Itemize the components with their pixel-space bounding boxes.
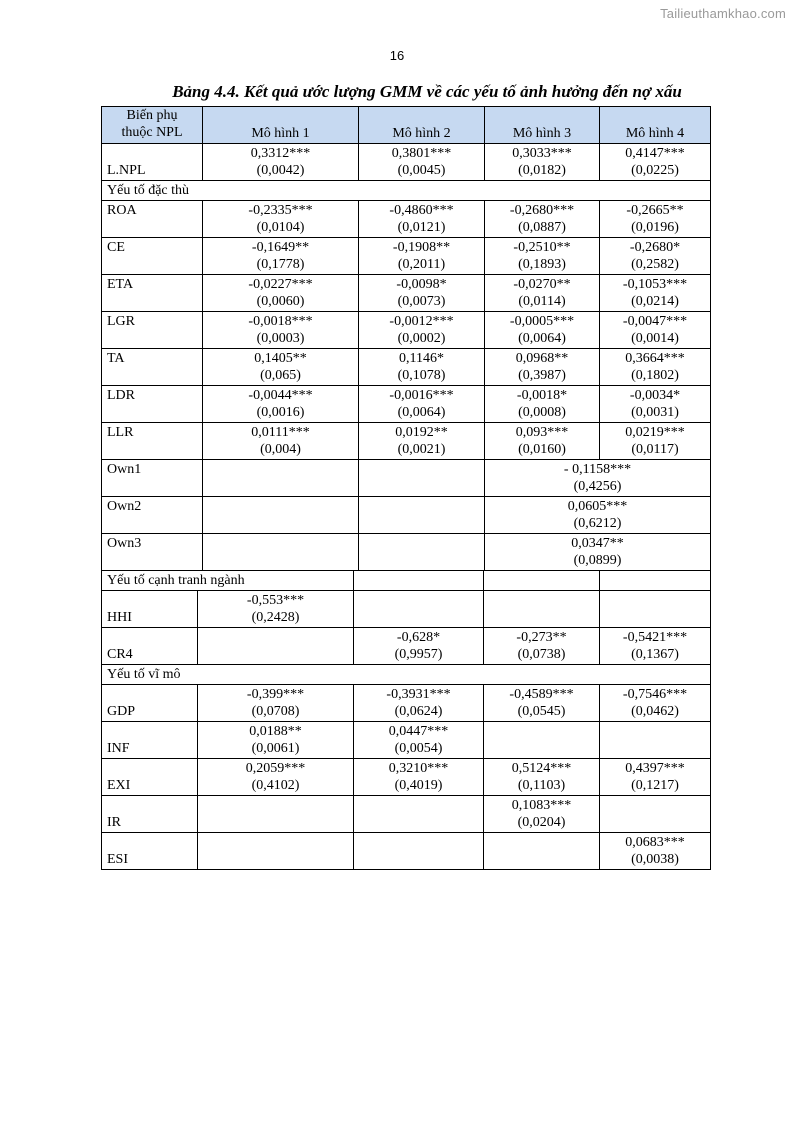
row-label-cell — [101, 459, 202, 496]
section-competition-row — [101, 570, 711, 590]
value-cell — [197, 758, 353, 795]
row-label-cell — [101, 721, 197, 758]
standard-error: (0,0182) — [518, 163, 566, 178]
coefficient: -0,4589*** — [509, 687, 574, 702]
row-label-cell — [101, 237, 202, 274]
standard-error: (0,0117) — [631, 442, 679, 457]
section-label: Yếu tố đặc thù — [107, 183, 190, 198]
value-cell — [353, 832, 483, 869]
row-label-cell — [101, 348, 202, 385]
coefficient: 0,0192** — [395, 425, 448, 440]
standard-error: (0,4019) — [394, 778, 443, 793]
standard-error: (0,0160) — [518, 442, 566, 457]
empty-cell — [358, 459, 484, 496]
value-cell — [197, 795, 353, 832]
specific-row — [101, 274, 711, 311]
coefficient: -0,2510** — [513, 240, 571, 255]
merged-value-cell — [484, 496, 711, 533]
row-label-cell — [101, 422, 202, 459]
coefficient: 0,1083*** — [511, 798, 572, 813]
row-label-cell — [101, 832, 197, 869]
specific-row — [101, 311, 711, 348]
standard-error: (0,0196) — [631, 220, 679, 235]
row-label: IR — [107, 815, 121, 830]
ownership-row — [101, 533, 711, 570]
coefficient: 0,0968** — [515, 351, 569, 366]
standard-error: (0,0002) — [397, 331, 446, 346]
value-cell — [599, 348, 711, 385]
value-cell — [599, 721, 711, 758]
coefficient: 0,0683*** — [625, 835, 685, 850]
standard-error: (0,3987) — [518, 368, 566, 383]
section-label: Yếu tố vĩ mô — [107, 667, 181, 682]
row-label-cell — [101, 795, 197, 832]
row-label: ESI — [107, 852, 128, 867]
standard-error: (0,0054) — [394, 741, 443, 756]
standard-error: (0,0014) — [631, 331, 679, 346]
coefficient: -0,4860*** — [389, 203, 454, 218]
coefficient: 0,2059*** — [245, 761, 306, 776]
row-label-cell — [101, 274, 202, 311]
row-label: LLR — [107, 425, 134, 440]
standard-error: (0,1367) — [631, 647, 679, 662]
value-cell — [483, 627, 599, 664]
row-label: ETA — [107, 277, 134, 292]
value-cell — [484, 348, 599, 385]
empty-cell — [358, 496, 484, 533]
coefficient: -0,273** — [516, 630, 567, 645]
merged-value-cell — [484, 459, 711, 496]
standard-error: (0,0204) — [517, 815, 566, 830]
specific-row — [101, 422, 711, 459]
standard-error: (0,0042) — [256, 163, 305, 178]
value-cell — [599, 590, 711, 627]
standard-error: (0,0031) — [631, 405, 679, 420]
coefficient: -0,3931*** — [386, 687, 451, 702]
standard-error: (0,6212) — [573, 516, 622, 531]
watermark: Tailieuthamkhao.com — [660, 6, 786, 21]
value-cell — [483, 684, 599, 721]
standard-error: (0,2582) — [631, 257, 679, 272]
coefficient: -0,0018* — [516, 388, 568, 403]
standard-error: (0,9957) — [394, 647, 443, 662]
specific-row — [101, 348, 711, 385]
coefficient: 0,0447*** — [388, 724, 449, 739]
coefficient: -0,2680* — [629, 240, 681, 255]
row-label: LGR — [107, 314, 135, 329]
section-specific-row — [101, 180, 711, 200]
value-cell — [599, 422, 711, 459]
section-cell — [101, 570, 353, 590]
value-cell — [358, 385, 484, 422]
coefficient: -0,0034* — [629, 388, 681, 403]
coefficient: -0,0018*** — [248, 314, 313, 329]
value-cell — [599, 684, 711, 721]
standard-error: (0,0060) — [256, 294, 305, 309]
row-label-cell — [101, 590, 197, 627]
value-cell — [483, 590, 599, 627]
value-cell — [353, 758, 483, 795]
row-label: INF — [107, 741, 130, 756]
coefficient: 0,0605*** — [567, 499, 628, 514]
standard-error: (0,0038) — [631, 852, 679, 867]
value-cell — [353, 721, 483, 758]
value-cell — [358, 200, 484, 237]
coefficient: 0,0347** — [571, 536, 624, 551]
row-label-cell — [101, 758, 197, 795]
coefficient: 0,3312*** — [250, 146, 311, 161]
header-model-cell — [484, 106, 599, 143]
row-label: CE — [107, 240, 125, 255]
value-cell — [353, 590, 483, 627]
standard-error: (0,0738) — [517, 647, 566, 662]
section-cell — [101, 180, 711, 200]
coefficient: 0,1405** — [254, 351, 307, 366]
standard-error: (0,0104) — [256, 220, 305, 235]
section-cell — [101, 664, 711, 684]
standard-error: (0,0887) — [518, 220, 566, 235]
coefficient: -0,0270** — [513, 277, 571, 292]
standard-error: (0,0225) — [631, 163, 679, 178]
coefficient: -0,0098* — [396, 277, 447, 292]
value-cell — [483, 795, 599, 832]
empty-cell — [353, 570, 483, 590]
coefficient: -0,2335*** — [248, 203, 313, 218]
standard-error: (0,0462) — [631, 704, 679, 719]
row-label: LDR — [107, 388, 135, 403]
standard-error: (0,0008) — [518, 405, 566, 420]
empty-cell — [202, 459, 358, 496]
standard-error: (0,0021) — [397, 442, 446, 457]
value-cell — [484, 274, 599, 311]
row-label-cell — [101, 533, 202, 570]
value-cell — [358, 237, 484, 274]
row-label-cell — [101, 496, 202, 533]
ownership-row — [101, 496, 711, 533]
row-label-cell — [101, 627, 197, 664]
standard-error: (0,0214) — [631, 294, 679, 309]
value-cell — [599, 832, 711, 869]
row-label-cell — [101, 684, 197, 721]
value-cell — [599, 200, 711, 237]
model-label: Mô hình 2 — [392, 126, 451, 141]
value-cell — [483, 758, 599, 795]
standard-error: (0,0121) — [397, 220, 446, 235]
value-cell — [358, 143, 484, 180]
value-cell — [202, 385, 358, 422]
standard-error: (0,2428) — [251, 610, 300, 625]
value-cell — [197, 721, 353, 758]
standard-error: (0,1103) — [517, 778, 566, 793]
standard-error: (0,4102) — [251, 778, 300, 793]
value-cell — [202, 274, 358, 311]
coefficient: -0,553*** — [246, 593, 305, 608]
standard-error: (0,0064) — [397, 405, 446, 420]
value-cell — [353, 795, 483, 832]
value-cell — [599, 795, 711, 832]
value-cell — [484, 237, 599, 274]
value-cell — [202, 237, 358, 274]
empty-cell — [358, 533, 484, 570]
header-row — [101, 106, 711, 143]
competition-row — [101, 590, 711, 627]
standard-error: (0,004) — [260, 442, 301, 457]
row-label: GDP — [107, 704, 136, 719]
merged-value-cell — [484, 533, 711, 570]
standard-error: (0,0114) — [518, 294, 566, 309]
specific-row — [101, 385, 711, 422]
value-cell — [202, 311, 358, 348]
header-model-cell — [599, 106, 711, 143]
macro-row — [101, 684, 711, 721]
row-label: L.NPL — [107, 163, 146, 178]
coefficient: 0,4397*** — [625, 761, 685, 776]
coefficient: -0,1908** — [392, 240, 451, 255]
value-cell — [483, 832, 599, 869]
value-cell — [484, 200, 599, 237]
dependent-variable-label: Biến phụ — [126, 108, 178, 123]
value-cell — [483, 721, 599, 758]
competition-row — [101, 627, 711, 664]
lnpl-row — [101, 143, 711, 180]
coefficient: -0,0016*** — [389, 388, 454, 403]
coefficient: 0,093*** — [515, 425, 569, 440]
coefficient: -0,0012*** — [389, 314, 454, 329]
value-cell — [599, 627, 711, 664]
value-cell — [358, 274, 484, 311]
standard-error: (0,0624) — [394, 704, 443, 719]
standard-error: (0,1217) — [631, 778, 679, 793]
value-cell — [202, 348, 358, 385]
row-label-cell — [101, 143, 202, 180]
value-cell — [202, 143, 358, 180]
value-cell — [358, 311, 484, 348]
coefficient: 0,0111*** — [251, 425, 310, 440]
standard-error: (0,0073) — [397, 294, 446, 309]
standard-error: (0,1802) — [631, 368, 679, 383]
row-label: EXI — [107, 778, 131, 793]
macro-row — [101, 795, 711, 832]
value-cell — [599, 311, 711, 348]
macro-row — [101, 832, 711, 869]
row-label: HHI — [107, 610, 132, 625]
standard-error: (0,0016) — [256, 405, 305, 420]
coefficient: 0,0188** — [249, 724, 302, 739]
empty-cell — [483, 570, 599, 590]
specific-row — [101, 237, 711, 274]
coefficient: -0,399*** — [246, 687, 305, 702]
value-cell — [484, 143, 599, 180]
value-cell — [353, 684, 483, 721]
header-model-cell — [202, 106, 358, 143]
value-cell — [197, 684, 353, 721]
header-dependent-cell — [101, 106, 202, 143]
standard-error: (0,0045) — [397, 163, 446, 178]
empty-cell — [599, 570, 711, 590]
model-label: Mô hình 4 — [625, 126, 685, 141]
row-label: Own2 — [107, 499, 142, 514]
header-model-cell — [358, 106, 484, 143]
row-label: TA — [107, 351, 125, 366]
standard-error: (0,1778) — [256, 257, 305, 272]
coefficient: -0,0047*** — [622, 314, 688, 329]
value-cell — [197, 627, 353, 664]
standard-error: (0,0708) — [251, 704, 300, 719]
standard-error: (0,2011) — [397, 257, 446, 272]
coefficient: -0,2680*** — [509, 203, 575, 218]
model-label: Mô hình 1 — [251, 126, 310, 141]
value-cell — [599, 385, 711, 422]
macro-row — [101, 758, 711, 795]
specific-row — [101, 200, 711, 237]
coefficient: -0,7546*** — [622, 687, 688, 702]
coefficient: 0,0219*** — [625, 425, 685, 440]
value-cell — [484, 385, 599, 422]
coefficient: -0,2665** — [626, 203, 684, 218]
standard-error: (0,0061) — [251, 741, 300, 756]
value-cell — [358, 348, 484, 385]
standard-error: (0,0003) — [256, 331, 305, 346]
gmm-results-table — [101, 106, 711, 870]
coefficient: 0,3664*** — [625, 351, 685, 366]
value-cell — [599, 143, 711, 180]
coefficient: 0,3210*** — [388, 761, 449, 776]
standard-error: (0,1078) — [397, 368, 446, 383]
value-cell — [202, 422, 358, 459]
standard-error: (0,065) — [260, 368, 301, 383]
coefficient: -0,0227*** — [248, 277, 313, 292]
model-label: Mô hình 3 — [512, 126, 572, 141]
value-cell — [202, 200, 358, 237]
value-cell — [358, 422, 484, 459]
row-label: Own3 — [107, 536, 142, 551]
coefficient: 0,1146* — [399, 351, 444, 366]
standard-error: (0,0545) — [517, 704, 566, 719]
ownership-row — [101, 459, 711, 496]
coefficient: -0,0005*** — [509, 314, 575, 329]
value-cell — [484, 311, 599, 348]
standard-error: (0,0064) — [518, 331, 566, 346]
coefficient: -0,628* — [396, 630, 441, 645]
coefficient: -0,0044*** — [248, 388, 313, 403]
dependent-variable-label: thuộc NPL — [121, 125, 183, 140]
standard-error: (0,4256) — [573, 479, 622, 494]
section-label: Yếu tố cạnh tranh ngành — [107, 573, 245, 588]
coefficient: - 0,1158*** — [563, 462, 632, 477]
coefficient: 0,4147*** — [625, 146, 685, 161]
value-cell — [197, 590, 353, 627]
value-cell — [599, 758, 711, 795]
coefficient: 0,3033*** — [512, 146, 572, 161]
row-label-cell — [101, 311, 202, 348]
row-label: Own1 — [107, 462, 142, 477]
row-label: CR4 — [107, 647, 133, 662]
row-label: ROA — [107, 203, 137, 218]
page-number: 16 — [389, 48, 405, 63]
coefficient: -0,1053*** — [622, 277, 688, 292]
value-cell — [599, 274, 711, 311]
value-cell — [197, 832, 353, 869]
coefficient: -0,5421*** — [622, 630, 688, 645]
standard-error: (0,0899) — [573, 553, 622, 568]
row-label-cell — [101, 200, 202, 237]
row-label-cell — [101, 385, 202, 422]
coefficient: 0,3801*** — [391, 146, 452, 161]
value-cell — [353, 627, 483, 664]
coefficient: -0,1649** — [251, 240, 310, 255]
value-cell — [599, 237, 711, 274]
macro-row — [101, 721, 711, 758]
table-title: Bảng 4.4. Kết quả ước lượng GMM về các yếu tố ảnh hưởng đến nợ xấu — [172, 82, 682, 101]
empty-cell — [202, 496, 358, 533]
coefficient: 0,5124*** — [511, 761, 572, 776]
section-macro-row — [101, 664, 711, 684]
standard-error: (0,1893) — [518, 257, 566, 272]
empty-cell — [202, 533, 358, 570]
value-cell — [484, 422, 599, 459]
